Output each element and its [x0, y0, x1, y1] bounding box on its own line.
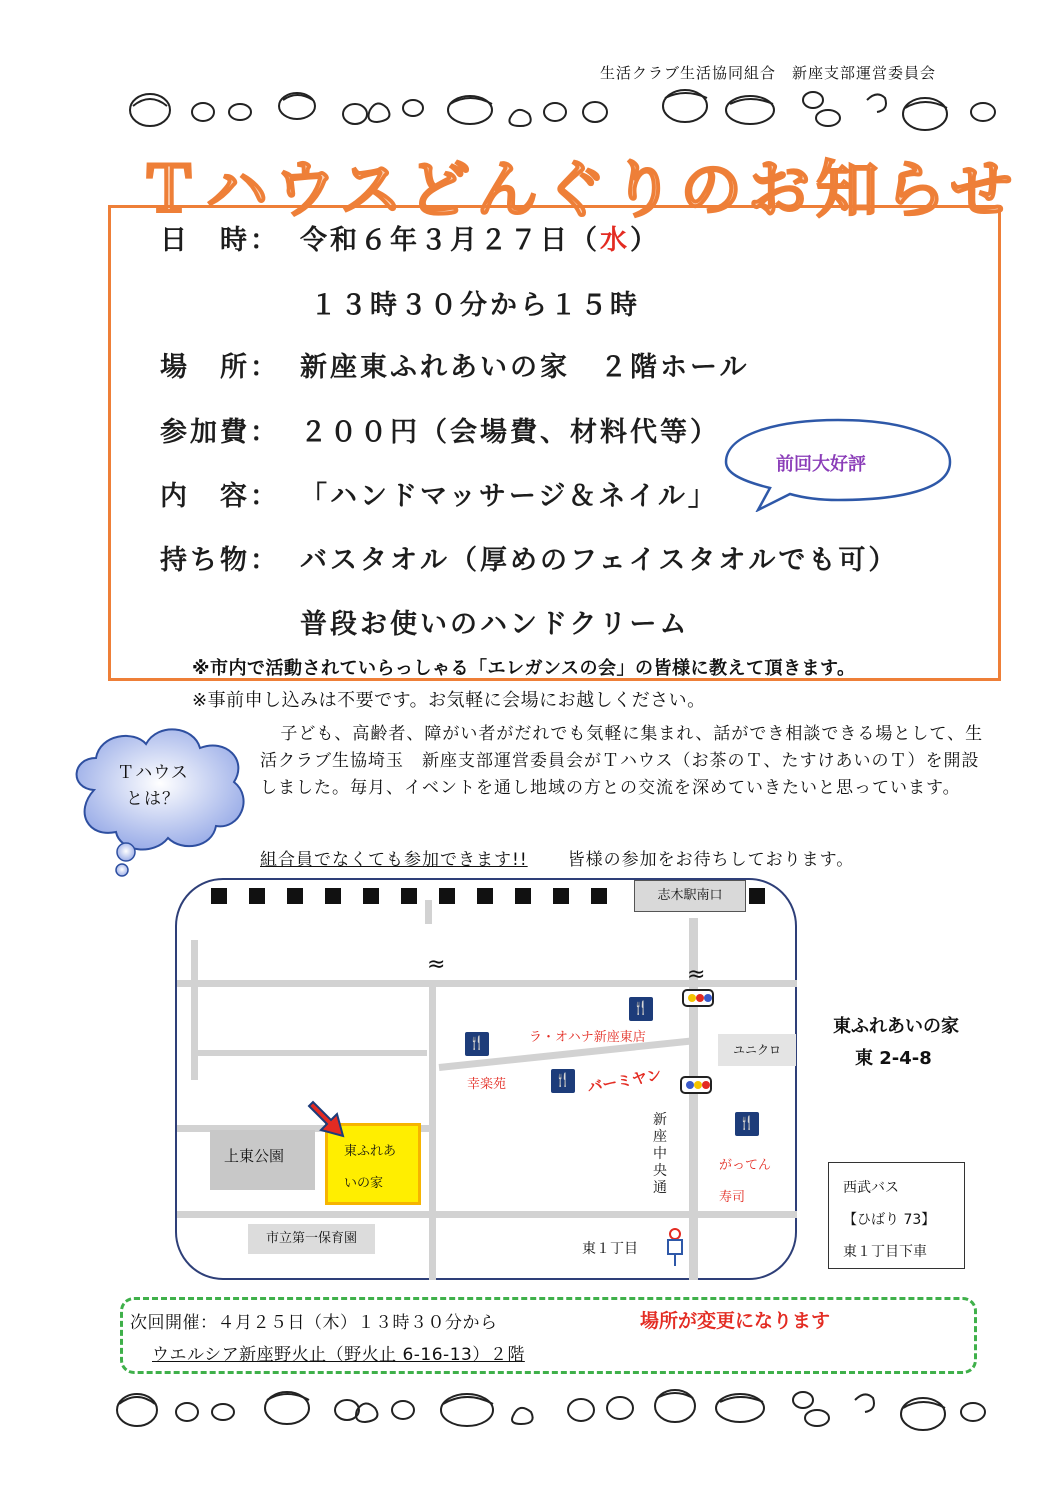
next-event-notice: 場所が変更になります	[640, 1310, 831, 1332]
venue-label: 東ふれあ いの家	[325, 1123, 421, 1205]
content-label: 内 容：	[160, 481, 280, 512]
restaurant-icon: 🍴	[465, 1032, 489, 1056]
about-text: 子ども、高齢者、障がい者がだれでも気軽に集まれ、話ができ相談できる場として、生活クラブ生協埼玉 新座支部運営委員会がＴハウス（お茶のＴ、たすけあいのＴ）を開設しました。毎月、イベントを通し地域の方との交流を深めていきたいと思っています。	[260, 724, 984, 798]
next-event-place: ウエルシア新座野火止（野火止 6-16-13）２階	[152, 1345, 525, 1365]
fee-row	[160, 410, 720, 449]
cta-line	[260, 847, 854, 874]
wave-right: ≈	[687, 962, 706, 987]
fee-label: 参加費：	[160, 417, 280, 448]
traffic-light-icon	[682, 989, 714, 1007]
organization-name: 生活クラブ生活協同組合 新座支部運営委員会	[600, 64, 937, 82]
bus-stop-icon	[663, 1228, 687, 1268]
bring-value-2: 普段お使いのハンドクリーム	[300, 609, 690, 640]
arrow-icon	[305, 1098, 347, 1140]
bring-value-1: バスタオル（厚めのフェイスタオルでも可）	[300, 545, 899, 576]
bus-info-box	[828, 1162, 965, 1269]
bubble-text: 前回大好評	[776, 454, 866, 475]
restaurant-icon: 🍴	[735, 1112, 759, 1136]
cta-underlined: 組合員でなくても参加できます!!	[260, 850, 528, 870]
acorn-border-top-icon	[125, 88, 1005, 136]
nursery-label: 市立第一保育園	[248, 1224, 375, 1254]
date-weekday: 水	[600, 225, 630, 256]
content-value: 「ハンドマッサージ＆ネイル」	[300, 481, 718, 512]
fee-value: ２００円（会場費、材料代等）	[300, 417, 720, 448]
time-value: １３時３０分から１５時	[310, 290, 640, 321]
date-value: 令和６年３月２７日（	[300, 225, 600, 256]
street-label: 新 座 中 央 通	[653, 1112, 667, 1196]
station-label: 志木駅南口	[634, 880, 746, 912]
venue-address: 東 2-4-8	[855, 1048, 932, 1069]
restaurant-icon: 🍴	[551, 1069, 575, 1093]
restaurant-la-ohana: ラ・オハナ新座東店	[529, 1030, 646, 1045]
next-event-date: 次回開催：４月２５日（木）１３時３０分から	[130, 1313, 498, 1333]
page-title: Ｔハウスどんぐりのお知らせ	[138, 153, 1019, 226]
park-label: 上東公園	[210, 1130, 315, 1190]
place-label: 場 所：	[160, 352, 280, 383]
busstop-label: 東１丁目	[582, 1241, 638, 1257]
note-no-registration: ※事前申し込みは不要です。お気軽に会場にお越しください。	[192, 690, 706, 711]
bus-line-1: 西武バス	[843, 1180, 899, 1196]
venue-name: 東ふれあいの家	[833, 1016, 959, 1037]
date-close: ）	[630, 225, 660, 256]
acorn-border-bottom-icon	[115, 1386, 995, 1436]
restaurant-icon: 🍴	[629, 997, 653, 1021]
content-row	[160, 474, 718, 513]
bring-row	[160, 538, 898, 577]
bring-label: 持ち物：	[160, 545, 280, 576]
restaurant-gatten-sushi: がってん 寿司	[719, 1158, 772, 1205]
date-row	[160, 218, 660, 257]
bus-line-2: 【ひばり 73】	[843, 1212, 936, 1228]
railway-icon	[207, 886, 627, 908]
place-row	[160, 345, 749, 384]
uniqlo-label: ユニクロ	[718, 1034, 796, 1066]
note-instructor: ※市内で活動されていらっしゃる「エレガンスの会」の皆様に教えて頂きます。	[192, 658, 856, 679]
cta-rest: 皆様の参加をお待ちしております。	[567, 850, 855, 870]
place-value: 新座東ふれあいの家 ２階ホール	[300, 352, 750, 383]
date-label: 日 時：	[160, 225, 280, 256]
bus-line-3: 東１丁目下車	[843, 1244, 927, 1260]
wave-left: ≈	[427, 952, 446, 977]
restaurant-kourakuen: 幸楽苑	[467, 1077, 507, 1092]
cloud-text: Ｔハウス とは？	[117, 763, 189, 809]
restaurant-bamiyan: バーミヤン	[586, 1065, 663, 1097]
map	[175, 878, 797, 1280]
traffic-light-icon	[680, 1076, 712, 1094]
